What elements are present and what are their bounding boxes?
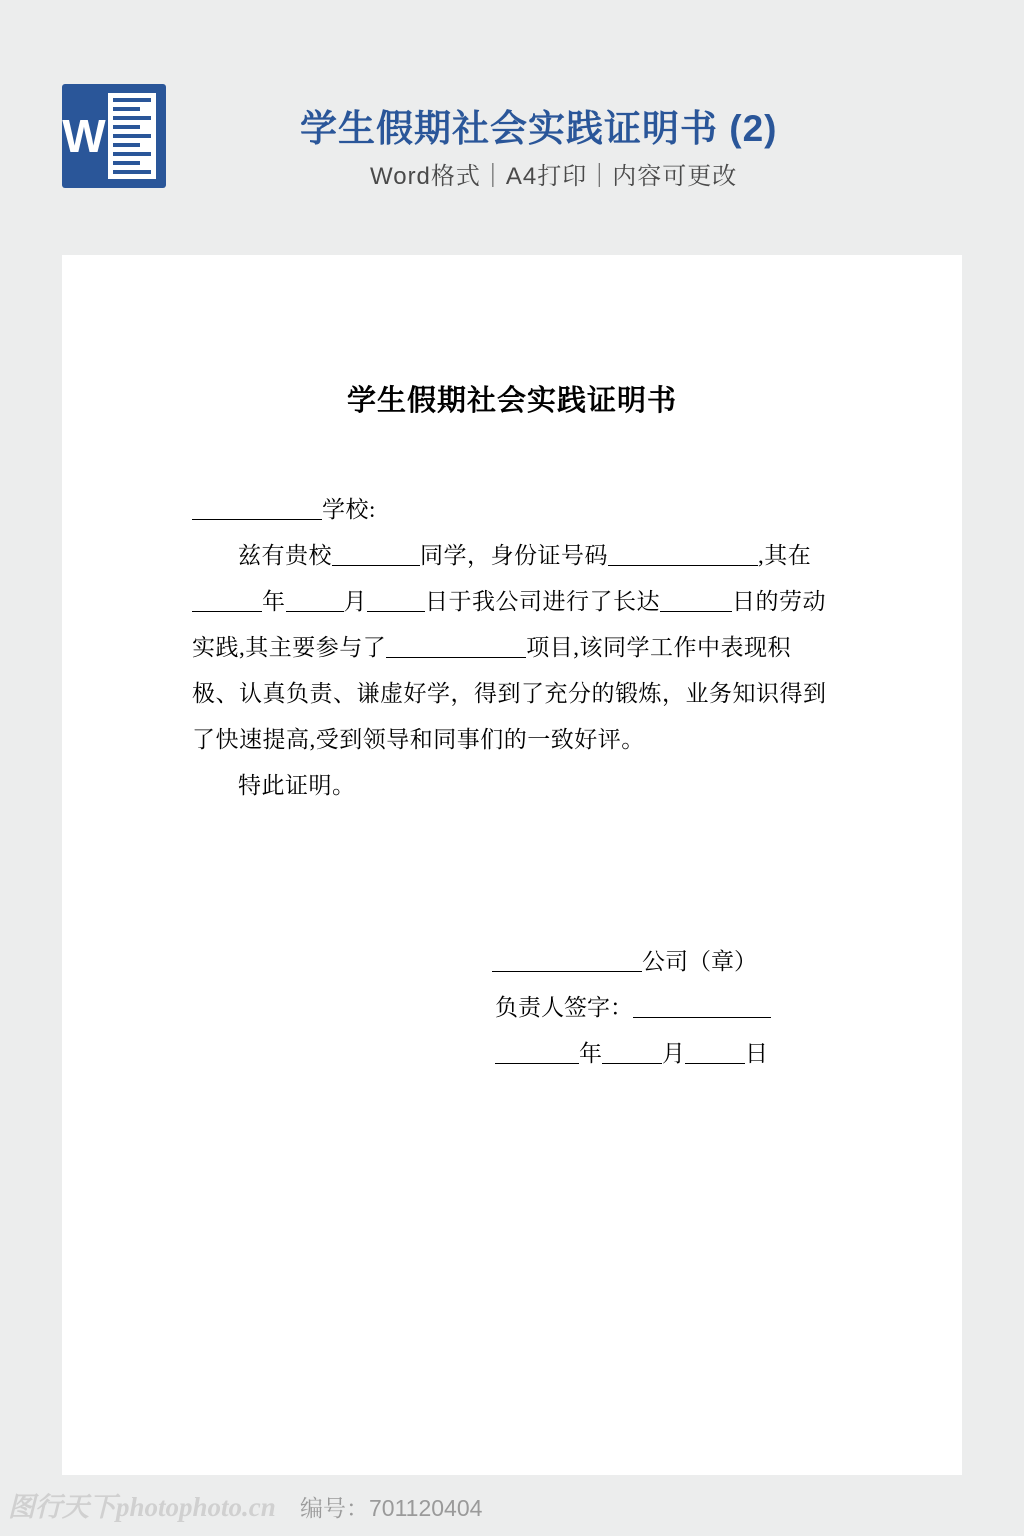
school-blank — [192, 497, 322, 520]
word-document-icon — [62, 84, 166, 188]
sign-year-label: 年 — [579, 1041, 602, 1066]
body-line2-d: 日于我公司进行了长达 — [425, 589, 660, 614]
sign-year-blank — [495, 1041, 579, 1064]
signer-line — [192, 985, 832, 1031]
page-title: 学生假期社会实践证明书 (2) — [300, 108, 778, 149]
body-line2-b: 年 — [262, 589, 286, 614]
signature-date-line — [192, 1031, 832, 1077]
body-paragraph — [192, 533, 832, 763]
page-header — [0, 0, 1024, 255]
watermark-id-label: 编号： — [300, 1495, 369, 1521]
body-line2-e: 日 — [732, 589, 756, 614]
body-line3-b: 项目,该同学工作中 — [526, 635, 721, 660]
page-subtitle: Word格式｜A4打印｜内容可更改 — [370, 163, 738, 190]
word-logo-letter: W — [62, 110, 106, 162]
watermark-id — [300, 1490, 482, 1523]
duration-blank — [660, 589, 732, 612]
sign-month-label: 月 — [662, 1041, 685, 1066]
watermark-text: 图行天下photophoto.cn — [8, 1492, 276, 1522]
sign-day-blank — [685, 1041, 745, 1064]
company-blank — [492, 949, 642, 972]
watermark-id-value: 701120404 — [369, 1495, 483, 1521]
body-line4: 表现积极、认真负责、谦虚好学，得到了充分的锻炼，业务 — [192, 635, 791, 706]
body-line2-c: 月 — [343, 589, 367, 614]
start-day-blank — [367, 589, 425, 612]
start-year-blank — [192, 589, 262, 612]
signature-block — [192, 809, 832, 1077]
sign-day-label: 日 — [745, 1041, 768, 1066]
sign-month-blank — [602, 1041, 662, 1064]
body-line5: 知识得到了快速提高,受到领导和同事们的一致好评。 — [192, 681, 827, 752]
document-body — [192, 419, 832, 809]
body-line1-b: 同学，身份证号码 — [420, 543, 608, 568]
student-name-blank — [332, 543, 420, 566]
addressee-suffix: 学校: — [322, 497, 376, 522]
body-line3-a: 的劳动实践,其主要参与了 — [192, 589, 826, 660]
footer-watermark — [0, 1476, 1024, 1536]
company-label: 公司（章） — [642, 949, 757, 974]
document-sheet — [62, 255, 962, 1475]
project-blank — [386, 635, 526, 658]
body-line1-c: ,其 — [758, 543, 788, 568]
id-number-blank — [608, 543, 758, 566]
word-logo-page — [108, 93, 156, 179]
company-line — [192, 939, 832, 985]
document-title: 学生假期社会实践证明书 — [346, 385, 677, 417]
closing-line: 特此证明。 — [238, 773, 356, 798]
body-line1-a: 兹有贵校 — [238, 543, 332, 568]
start-month-blank — [286, 589, 344, 612]
addressee-line — [192, 487, 832, 533]
signer-blank — [633, 995, 771, 1018]
body-line2-a: 在 — [787, 543, 812, 568]
signer-label: 负责人签字： — [495, 995, 633, 1020]
